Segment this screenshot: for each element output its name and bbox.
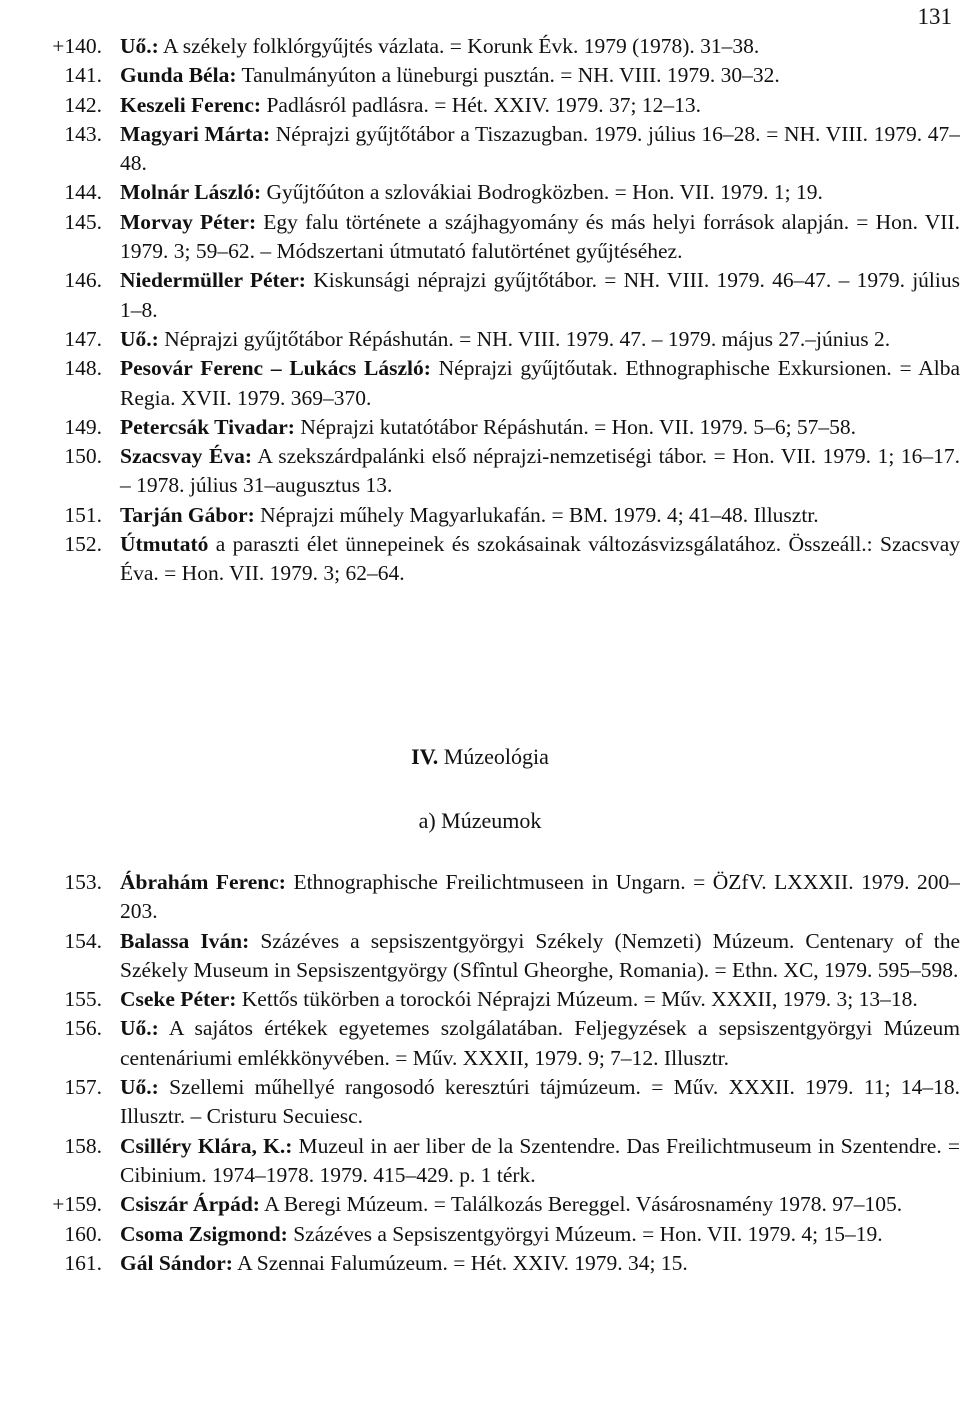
entry-list-ethnography	[40, 32, 960, 589]
bibliography-entry	[40, 325, 960, 354]
bibliography-entry	[40, 354, 960, 413]
entry-author: Gunda Béla:	[120, 63, 237, 88]
entry-author: Niedermüller Péter:	[120, 268, 306, 293]
entry-number: 145.	[64, 209, 102, 234]
entry-number: 154.	[64, 928, 102, 953]
entry-author: Petercsák Tivadar:	[120, 414, 295, 439]
bibliography-entry	[40, 868, 960, 927]
bibliography-entry	[40, 501, 960, 530]
entry-number: 146.	[64, 268, 102, 293]
entry-author: Uő.:	[120, 326, 159, 351]
entry-number: 160.	[64, 1221, 102, 1246]
entry-author: Keszeli Ferenc:	[120, 92, 262, 117]
bibliography-entry	[40, 1132, 960, 1191]
entry-number: 149.	[64, 414, 102, 439]
bibliography-entry	[40, 442, 960, 501]
entry-number: 143.	[64, 121, 102, 146]
entry-number: 157.	[64, 1075, 102, 1100]
entry-text: Egy falu története a szájhagyomány és más helyi források alapján. = Hon. VII. 1979. 3; 59–62. – Módszertani útmutató falutörténet gyűjtéséhez.	[120, 209, 960, 264]
subsection-heading: a) Múzeumok	[418, 808, 542, 833]
entry-author: Útmutató	[120, 532, 209, 557]
entry-author: Szacsvay Éva:	[120, 444, 252, 469]
entry-text: Százéves a Sepsiszentgyörgyi Múzeum. = Hon. VII. 1979. 4; 15–19.	[287, 1221, 883, 1246]
entry-author: Balassa Iván:	[120, 928, 250, 953]
entry-number: 142.	[64, 92, 102, 117]
entry-author: Pesovár Ferenc – Lukács László:	[120, 356, 431, 381]
entry-author: Cseke Péter:	[120, 987, 237, 1012]
bibliography-entry	[40, 32, 960, 61]
bibliography-entry	[40, 1014, 960, 1073]
section-numeral: IV.	[411, 744, 439, 769]
entry-number: 158.	[64, 1133, 102, 1158]
entry-text: A Beregi Múzeum. = Találkozás Bereggel. Vásárosnamény 1978. 97–105.	[259, 1192, 903, 1217]
entry-number: 161.	[64, 1250, 102, 1275]
entry-number: 151.	[64, 502, 102, 527]
entry-number: +140.	[52, 34, 102, 58]
entry-text: Néprajzi gyűjtőutak. Ethnographische Exkursionen. = Alba Regia. XVII. 1979. 369–370.	[120, 356, 960, 410]
entry-text: Gyűjtőúton a szlovákiai Bodrogközben. = Hon. VII. 1979. 1; 19.	[261, 180, 823, 205]
entry-number: 155.	[64, 987, 102, 1012]
entry-text: Néprajzi kutatótábor Répáshután. = Hon. VII. 1979. 5–6; 57–58.	[294, 414, 857, 439]
entry-number: 153.	[64, 870, 102, 894]
entry-list-museums	[40, 868, 960, 1278]
entry-text: Százéves a sepsiszentgyörgyi Székely (Nemzeti) Múzeum. Centenary of the Székely Museum in Sepsiszentgyörgy (Sfîntul Gheorghe, Romania). = Ethn. XC, 1979. 595–598.	[120, 928, 960, 982]
entry-text: A Szennai Falumúzeum. = Hét. XXIV. 1979. 34; 15.	[232, 1250, 688, 1275]
entry-author: Csiszár Árpád:	[120, 1192, 260, 1217]
entry-text: Szellemi műhellyé rangosodó keresztúri tájmúzeum. = Műv. XXXII. 1979. 11; 14–18. Illusztr. – Cristuru Secuiesc.	[120, 1075, 960, 1129]
entry-author: Magyari Márta:	[120, 121, 271, 146]
entry-text: Muzeul in aer liber de la Szentendre. Das Freilichtmuseum in Szentendre. = Cibinium. 1974–1978. 1979. 415–429. p. 1 térk.	[120, 1133, 960, 1187]
entry-author: Molnár László:	[120, 180, 262, 205]
entry-author: Csilléry Klára, K.:	[120, 1133, 293, 1158]
bibliography-entry	[40, 91, 960, 120]
entry-text: A szekszárdpalánki első néprajzi-nemzetiségi tábor. = Hon. VII. 1979. 1; 16–17. – 1978. július 31–augusztus 13.	[120, 444, 960, 498]
bibliography-entry	[40, 1249, 960, 1278]
bibliography-entry	[40, 985, 960, 1014]
entry-text: A székely folklórgyűjtés vázlata. = Korunk Évk. 1979 (1978). 31–38.	[158, 34, 760, 58]
bibliography-entry	[40, 927, 960, 986]
entry-text: Néprajzi gyűjtőtábor Répáshután. = NH. VIII. 1979. 47. – 1979. május 27.–június 2.	[158, 326, 891, 351]
entry-number: 144.	[64, 180, 102, 205]
entry-text: Kettős tükörben a torockói Néprajzi Múzeum. = Műv. XXXII, 1979. 3; 13–18.	[236, 987, 918, 1012]
bibliography-entry	[40, 1073, 960, 1132]
entry-text: Kiskunsági néprajzi gyűjtőtábor. = NH. VIII. 1979. 46–47. – 1979. július 1–8.	[120, 268, 960, 322]
entry-text: Tanulmányúton a lüneburgi pusztán. = NH. VIII. 1979. 30–32.	[236, 63, 780, 88]
bibliography-entry	[40, 530, 960, 589]
section-title: Múzeológia	[438, 744, 549, 769]
entry-text: a paraszti élet ünnepeinek és szokásainak változásvizsgálatához. Összeáll.: Szacsvay Éva. = Hon. VII. 1979. 3; 62–64.	[120, 532, 960, 586]
bibliography-entry	[40, 413, 960, 442]
bibliography-entry	[40, 120, 960, 179]
entry-number: 150.	[64, 444, 102, 469]
entry-author: Gál Sándor:	[120, 1250, 233, 1275]
entry-text: Padlásról padlásra. = Hét. XXIV. 1979. 37; 12–13.	[261, 92, 701, 117]
entry-number: 148.	[64, 356, 102, 381]
entry-number: 152.	[64, 532, 102, 557]
entry-text: Ethnographische Freilichtmuseen in Ungarn. = ÖZfV. LXXXII. 1979. 200–203.	[120, 870, 960, 924]
entry-text: Néprajzi műhely Magyarlukafán. = BM. 1979. 4; 41–48. Illusztr.	[254, 502, 819, 527]
entry-number: 156.	[64, 1016, 102, 1041]
page-number: 131	[917, 4, 952, 29]
bibliography-entry	[40, 61, 960, 90]
bibliography-entry	[40, 266, 960, 325]
entry-number: +159.	[52, 1192, 102, 1217]
entry-number: 147.	[64, 326, 102, 351]
entry-author: Tarján Gábor:	[120, 502, 255, 527]
entry-author: Uő.:	[120, 34, 159, 58]
entry-number: 141.	[64, 63, 102, 88]
bibliography-entry	[40, 208, 960, 267]
bibliography-entry	[40, 1190, 960, 1219]
entry-author: Csoma Zsigmond:	[120, 1221, 288, 1246]
entry-text: Néprajzi gyűjtőtábor a Tiszazugban. 1979. július 16–28. = NH. VIII. 1979. 47–48.	[120, 121, 960, 176]
entry-author: Uő.:	[120, 1075, 159, 1100]
entry-text: A sajátos értékek egyetemes szolgálatában. Feljegyzések a sepsiszentgyörgyi Múzeum centenáriumi emlékkönyvében. = Műv. XXXII, 1979. 9; 7–12. Illusztr.	[120, 1016, 960, 1070]
entry-author: Ábrahám Ferenc:	[120, 870, 286, 894]
section-heading	[0, 744, 960, 770]
bibliography-entry	[40, 1220, 960, 1249]
bibliography-entry	[40, 178, 960, 207]
entry-author: Morvay Péter:	[120, 209, 257, 234]
entry-author: Uő.:	[120, 1016, 159, 1041]
